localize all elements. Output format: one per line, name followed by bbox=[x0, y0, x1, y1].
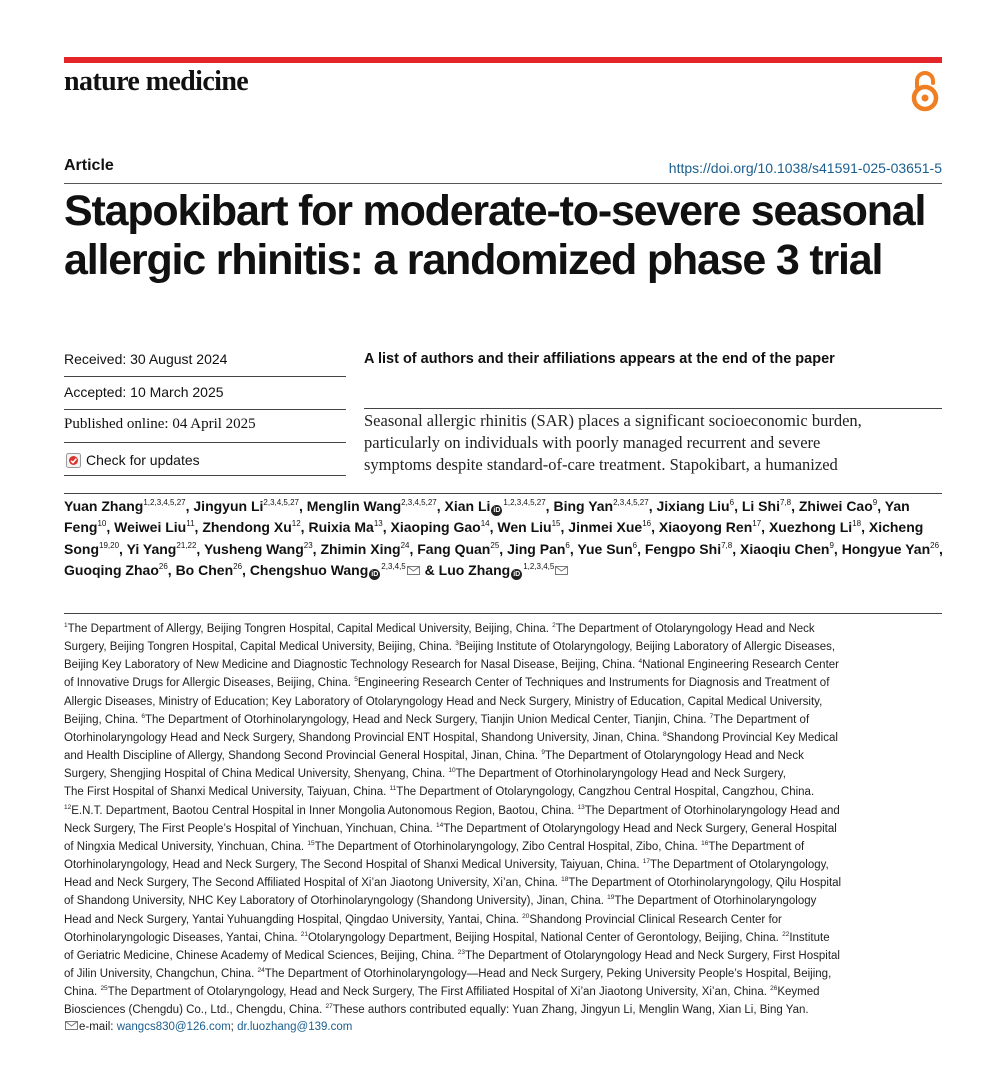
affiliation-number: 2 bbox=[552, 622, 556, 629]
affiliation-text: The Department of bbox=[713, 713, 810, 726]
affiliation-text: China. bbox=[64, 986, 101, 999]
author-affiliation-marks: 24 bbox=[400, 540, 410, 550]
orcid-icon[interactable]: iD bbox=[371, 571, 379, 579]
author-name[interactable]: Ruixia Ma bbox=[308, 519, 374, 536]
affiliation-number: 18 bbox=[561, 876, 569, 884]
author-affiliation-marks: 6 bbox=[632, 540, 638, 550]
affiliation-number: 17 bbox=[642, 858, 650, 866]
affiliation-line bbox=[64, 965, 944, 983]
abstract-divider bbox=[364, 408, 942, 409]
affiliation-text: Surgery, Beijing Tongren Hospital, Capital Medical University, Beijing, China. bbox=[64, 641, 456, 654]
email-separator: ; bbox=[230, 1021, 238, 1033]
mail-icon[interactable] bbox=[407, 566, 420, 575]
author-affiliation-marks: 21,22 bbox=[176, 540, 197, 550]
author-list: Yuan Zhang$^{1,2,3,4,5,27}$, Jingyun Li$^{2,3,4,5,27}$, Menglin Wang$^{2,3,4,5,27}$, Xian Li iD$^{1,2,3,4,5,27}$, Bing Yan$^{2,3,4,5,27}$, Jixiang Liu$^6$, Li Shi$^{7,8}$, Zhiwei Cao$^9$, Yan Feng$^{10}$, Weiwei Liu$^{11}$, Zhendong Xu$^{12}$, Ruixia Ma$^{13}$, Xiaoping Gao$^{14}$, Wen Liu$^{15}$, Jinmei Xue$^{16}$, Xiaoyong Ren$^{17}$, Xuezhong Li$^{18}$, Xicheng Song$^{19,20}$, Yi Yang$^{21,22}$, Yusheng Wang$^{23}$, Zhimin Xing$^{24}$, Fang Quan$^{25}$, Jing Pan$^6$, Yue Sun$^6$, Fengpo Shi$^{7,8}$, Xiaoqiu Chen$^9$, Hongyue Yan$^{26}$, Guoqing Zhao$^{26}$, Bo Chen$^{26}$, Chengshuo Wang iD$^{2,3,4,5}$ & Luo Zhang iD$^{1,2,3,4,5}$ bbox=[64, 498, 943, 579]
author-affiliation-marks: 12 bbox=[291, 519, 301, 529]
affiliation-number: 16 bbox=[701, 839, 709, 847]
author-affiliation-marks: 13 bbox=[373, 519, 383, 529]
affiliation-number: 11 bbox=[389, 785, 397, 793]
affiliation-line bbox=[64, 711, 944, 729]
affiliations bbox=[64, 620, 944, 1019]
affiliation-text: The Department of Otorhinolaryngology Head and bbox=[584, 804, 840, 817]
author-entry[interactable] bbox=[176, 562, 242, 578]
affiliation-line bbox=[64, 820, 944, 838]
author-entry[interactable] bbox=[114, 519, 194, 535]
affiliation-line bbox=[64, 674, 944, 692]
author-affiliation-marks: 6 bbox=[729, 498, 735, 507]
affiliation-text: Beijing Institute of Otolaryngology, Beijing Laboratory of Allergic Diseases, bbox=[458, 641, 836, 654]
author-name[interactable]: Hongyue Yan bbox=[841, 540, 931, 557]
affiliation-number: 21 bbox=[300, 930, 308, 938]
author-name[interactable]: Li Shi bbox=[741, 498, 780, 514]
affiliation-line bbox=[64, 983, 944, 1001]
authors-divider bbox=[64, 493, 942, 494]
affiliation-line bbox=[64, 765, 944, 783]
affiliation-text: The Department of Otolaryngology, Cangzhou Central Hospital, Cangzhou, China. bbox=[396, 786, 815, 799]
affiliation-text: The Department of Otolaryngology Head and Neck Surgery, First Hospital bbox=[464, 949, 840, 962]
mail-icon[interactable] bbox=[555, 566, 568, 575]
affiliation-number: 10 bbox=[448, 767, 456, 775]
author-name[interactable]: Wen Liu bbox=[497, 519, 552, 536]
affiliation-text: Otolaryngology Department, Beijing Hospital, National Center of Gerontology, Beijing, China. bbox=[307, 931, 783, 944]
author-affiliation-marks: 11 bbox=[186, 519, 195, 529]
affiliation-text: The Department of Otorhinolaryngology Head and Neck Surgery, bbox=[455, 768, 786, 781]
affiliation-text: of Ningxia Medical University, Yinchuan, China. bbox=[64, 840, 308, 853]
author-entry[interactable] bbox=[507, 541, 570, 557]
author-name[interactable]: Jinmei Xue bbox=[568, 519, 643, 536]
check-for-updates-icon[interactable] bbox=[66, 453, 81, 468]
affiliation-text: Allergic Diseases, Ministry of Education; Key Laboratory of Otolaryngology Head and Neck Surgery, Ministry of Education, Capital Medical University, bbox=[64, 695, 823, 708]
author-entry[interactable] bbox=[645, 541, 732, 557]
author-entry[interactable] bbox=[659, 519, 761, 535]
affiliation-text: Head and Neck Surgery, Yantai Yuhuangding Hospital, Qingdao University, Yantai, China. bbox=[64, 913, 523, 926]
author-entry[interactable] bbox=[64, 562, 168, 578]
affiliation-line bbox=[64, 856, 944, 874]
affiliation-line bbox=[64, 802, 944, 820]
author-affiliation-marks: 7,8 bbox=[779, 498, 792, 507]
author-affiliation-marks: 2,3,4,5 bbox=[381, 562, 406, 572]
affiliation-number: 1 bbox=[64, 622, 68, 629]
affiliation-text: The Department of Otolaryngology Head and Neck Surgery, General Hospital bbox=[443, 822, 837, 835]
affiliation-text: Otorhinolaryngology Head and Neck Surgery, Shandong Provincial ENT Hospital, Shandong University, Jinan, China. bbox=[64, 731, 663, 744]
author-name[interactable]: Xiaoyong Ren bbox=[658, 519, 753, 536]
affiliation-text: of Jilin University, Changchun, China. bbox=[64, 967, 258, 980]
author-name[interactable]: Xicheng Song bbox=[64, 519, 924, 557]
author-affiliation-marks: 1,2,3,4,5 bbox=[523, 562, 555, 572]
affiliation-number: 19 bbox=[607, 894, 615, 902]
author-name[interactable]: Bo Chen bbox=[175, 562, 234, 579]
affiliations-divider bbox=[64, 613, 942, 614]
affiliation-text: The First Hospital of Shanxi Medical University, Taiyuan, China. bbox=[64, 786, 390, 799]
affiliation-line bbox=[64, 911, 944, 929]
journal-top-bar bbox=[64, 57, 942, 63]
author-entry[interactable] bbox=[320, 541, 409, 557]
title-line: Stapokibart for moderate-to-severe seasonal bbox=[64, 187, 926, 235]
affiliation-line bbox=[64, 1001, 944, 1019]
affiliation-number: 6 bbox=[141, 712, 145, 720]
author-name[interactable]: Luo Zhang bbox=[438, 562, 511, 579]
author-entry[interactable] bbox=[445, 498, 546, 514]
email-link[interactable]: dr.luozhang@139.com bbox=[237, 1021, 353, 1033]
author-name[interactable]: Jixiang Liu bbox=[656, 498, 730, 514]
title-line: allergic rhinitis: a randomized phase 3 trial bbox=[64, 236, 883, 284]
affiliation-text: The Department of Otorhinolaryngology—Head and Neck Surgery, Peking University People’s Hospital, Beijing, bbox=[264, 967, 832, 980]
author-entry[interactable] bbox=[799, 498, 877, 514]
affiliation-number: 14 bbox=[436, 821, 444, 829]
author-name[interactable]: Chengshuo Wang bbox=[249, 562, 369, 579]
author-name[interactable]: Yue Sun bbox=[577, 540, 633, 557]
affiliation-line bbox=[64, 838, 944, 856]
affiliation-text: The Department of Allergy, Beijing Tongren Hospital, Capital Medical University, Beijing, China. bbox=[67, 623, 553, 635]
affiliation-number: 22 bbox=[782, 930, 790, 938]
affiliation-text: These authors contributed equally: Yuan Zhang, Jingyun Li, Menglin Wang, Xian Li, Bing Yan. bbox=[332, 1004, 809, 1017]
author-name[interactable]: Jing Pan bbox=[507, 540, 566, 557]
meta-divider bbox=[64, 442, 346, 443]
affiliation-text: of Shandong University, NHC Key Laboratory of Otorhinolaryngology (Shandong University), Jinan, China. bbox=[64, 895, 608, 908]
affiliation-line bbox=[64, 892, 944, 910]
meta-divider bbox=[64, 376, 346, 377]
affiliation-number: 27 bbox=[325, 1003, 333, 1011]
author-affiliation-marks: 26 bbox=[158, 562, 168, 572]
affiliation-text: of Geriatric Medicine, Chinese Academy of Medical Sciences, Beijing, China. bbox=[64, 949, 458, 962]
affiliation-number: 26 bbox=[770, 985, 778, 993]
author-entry[interactable] bbox=[127, 541, 197, 557]
author-entry[interactable] bbox=[497, 519, 560, 535]
article-type: Article bbox=[64, 157, 114, 174]
author-name[interactable]: Guoqing Zhao bbox=[64, 562, 159, 579]
author-entry[interactable] bbox=[568, 519, 651, 535]
affiliation-text: The Department of Otorhinolaryngology, Head and Neck Surgery, Tianjin Union Medical Center, Tianjin, China. bbox=[144, 713, 710, 726]
published-date: Published online: 04 April 2025 bbox=[64, 416, 256, 432]
affiliation-text: Keymed bbox=[777, 986, 820, 999]
affiliation-number: 23 bbox=[457, 948, 465, 956]
author-entry[interactable] bbox=[202, 519, 300, 535]
affiliation-text: Institute bbox=[789, 931, 830, 944]
author-name[interactable]: Xuezhong Li bbox=[768, 519, 853, 536]
accepted-date: Accepted: 10 March 2025 bbox=[64, 384, 224, 400]
author-affiliation-marks: 23 bbox=[303, 540, 313, 550]
author-affiliation-marks: 25 bbox=[490, 540, 500, 550]
affiliation-text: Head and Neck Surgery, The Second Affiliated Hospital of Xi’an Jiaotong University, Xi’an, China. bbox=[64, 877, 562, 890]
affiliation-number: 25 bbox=[100, 985, 108, 993]
author-entry[interactable] bbox=[740, 541, 834, 557]
affiliation-line bbox=[64, 656, 944, 674]
author-entry[interactable] bbox=[742, 498, 791, 514]
journal-logo[interactable]: nature medicine bbox=[64, 66, 249, 97]
affiliation-text: The Department of Otolaryngology, bbox=[649, 859, 829, 872]
affiliation-line bbox=[64, 874, 944, 892]
open-access-icon bbox=[908, 70, 942, 112]
affiliation-line bbox=[64, 783, 944, 801]
author-affiliation-marks: 10 bbox=[97, 519, 107, 529]
affiliation-text: Otorhinolaryngologic Diseases, Yantai, China. bbox=[64, 931, 301, 944]
orcid-icon[interactable]: iD bbox=[513, 571, 521, 579]
author-name[interactable]: Yuan Zhang bbox=[64, 498, 144, 514]
author-affiliation-marks: 15 bbox=[551, 519, 561, 529]
author-name[interactable]: Xiaoping Gao bbox=[390, 519, 481, 536]
correspondence bbox=[64, 1021, 352, 1033]
affiliation-number: 3 bbox=[455, 640, 459, 648]
affiliation-text: The Department of Otolaryngology, Head and Neck Surgery, The First Affiliated Hospital of Xi’an Jiaotong University, Xi’an, China. bbox=[107, 986, 771, 999]
author-entry[interactable] bbox=[769, 519, 861, 535]
author-entry[interactable] bbox=[391, 519, 490, 535]
check-for-updates-link[interactable]: Check for updates bbox=[86, 452, 200, 468]
author-name[interactable]: Xian Li bbox=[444, 498, 491, 514]
affiliation-number: 4 bbox=[638, 658, 643, 666]
affiliation-number: 5 bbox=[354, 676, 358, 684]
author-name[interactable]: Zhimin Xing bbox=[320, 540, 401, 557]
abstract-line: particularly on individuals with poorly managed recurrent and severe bbox=[364, 433, 821, 452]
email-label: e-mail: bbox=[79, 1021, 117, 1033]
author-affiliation-marks: 17 bbox=[752, 519, 762, 529]
affiliation-number: 15 bbox=[307, 839, 315, 847]
author-affiliation-marks: 14 bbox=[480, 519, 490, 529]
email-link[interactable]: wangcs830@126.com bbox=[116, 1021, 231, 1033]
affiliation-line bbox=[64, 729, 944, 747]
affiliation-number: 7 bbox=[709, 712, 714, 720]
received-date: Received: 30 August 2024 bbox=[64, 351, 228, 367]
affiliation-text: The Department of Otolaryngology Head and Neck bbox=[555, 623, 815, 635]
author-affiliation-marks: 26 bbox=[930, 540, 940, 550]
article-title bbox=[64, 187, 954, 285]
affiliation-text: Beijing Key Laboratory of New Medicine and Diagnostic Technology Research for Nasal Disease, Beijing, China. bbox=[64, 659, 639, 672]
author-affiliation-marks: 9 bbox=[829, 540, 834, 550]
abstract bbox=[364, 410, 954, 476]
author-entry[interactable] bbox=[553, 498, 648, 514]
author-entry[interactable] bbox=[250, 562, 421, 578]
affiliation-text: Otorhinolaryngology, Head and Neck Surgery, The Second Hospital of Shanxi Medical University, Taiyuan, China. bbox=[64, 859, 643, 872]
author-entry[interactable] bbox=[417, 541, 499, 557]
author-name[interactable]: Bing Yan bbox=[553, 498, 614, 514]
affiliation-line bbox=[64, 929, 944, 947]
title-divider bbox=[64, 183, 942, 184]
author-entry[interactable] bbox=[656, 498, 734, 514]
author-entry[interactable] bbox=[204, 541, 313, 557]
affiliation-text: Shandong Provincial Clinical Research Center for bbox=[529, 913, 782, 926]
affiliation-text: and Health Discipline of Allergy, Shandong Second Provincial General Hospital, Jinan, China. bbox=[64, 750, 542, 763]
affiliation-text: The Department of Otorhinolaryngology, Qilu Hospital bbox=[568, 877, 842, 890]
author-affiliation-marks: 2,3,4,5,27 bbox=[401, 498, 437, 507]
affiliation-text: Neck Surgery, The First People’s Hospital of Yinchuan, Yinchuan, China. bbox=[64, 822, 437, 835]
affiliation-number: 24 bbox=[257, 966, 265, 974]
orcid-icon[interactable]: iD bbox=[493, 507, 501, 514]
authors-note: A list of authors and their affiliations appears at the end of the paper bbox=[364, 351, 835, 367]
abstract-line: Seasonal allergic rhinitis (SAR) places a significant socioeconomic burden, bbox=[364, 411, 862, 430]
author-affiliation-marks: 2,3,4,5,27 bbox=[613, 498, 649, 507]
affiliation-text: Surgery, Shengjing Hospital of China Medical University, Shenyang, China. bbox=[64, 768, 449, 781]
affiliation-text: The Department of Otorhinolaryngology, Zibo Central Hospital, Zibo, China. bbox=[314, 840, 702, 853]
author-entry[interactable] bbox=[577, 541, 637, 557]
abstract-line: symptoms despite standard-of-care treatment. Stapokibart, a humanized bbox=[364, 455, 838, 474]
affiliation-text: of Innovative Drugs for Allergic Diseases, Beijing, China. bbox=[64, 677, 355, 690]
author-entry[interactable] bbox=[308, 519, 382, 535]
affiliation-line bbox=[64, 638, 944, 656]
author-name[interactable]: Zhiwei Cao bbox=[798, 498, 873, 514]
author-entry[interactable] bbox=[64, 498, 186, 514]
author-affiliation-marks: 16 bbox=[642, 519, 652, 529]
author-name[interactable]: Weiwei Liu bbox=[114, 519, 187, 536]
author-affiliation-marks: 1,2,3,4,5,27 bbox=[503, 498, 546, 507]
author-name[interactable]: Jingyun Li bbox=[193, 498, 264, 514]
doi-link[interactable]: https://doi.org/10.1038/s41591-025-03651-5 bbox=[668, 160, 942, 176]
mail-icon bbox=[65, 1021, 78, 1030]
affiliation-text: The Department of Otolaryngology Head and Neck bbox=[544, 750, 804, 763]
affiliation-number: 9 bbox=[541, 749, 545, 757]
author-entry[interactable] bbox=[439, 562, 570, 578]
author-affiliation-marks: 6 bbox=[565, 540, 570, 550]
author-affiliation-marks: 1,2,3,4,5,27 bbox=[143, 498, 186, 507]
author-name[interactable]: Fengpo Shi bbox=[644, 540, 722, 557]
meta-divider bbox=[64, 475, 346, 476]
author-name[interactable]: Xiaoqiu Chen bbox=[740, 540, 830, 557]
author-affiliation-marks: 26 bbox=[233, 562, 243, 572]
author-affiliation-marks: 18 bbox=[852, 519, 862, 529]
meta-divider bbox=[64, 409, 346, 410]
author-name[interactable]: Zhendong Xu bbox=[202, 519, 292, 536]
affiliation-text: Biosciences (Chengdu) Co., Ltd., Chengdu, China. bbox=[64, 1004, 326, 1017]
affiliation-line bbox=[64, 747, 944, 765]
author-name[interactable]: Menglin Wang bbox=[306, 498, 402, 514]
affiliation-number: 13 bbox=[577, 803, 585, 811]
affiliation-text: E.N.T. Department, Baotou Central Hospital in Inner Mongolia Autonomous Region, Baotou, China. bbox=[71, 804, 578, 817]
author-affiliation-marks: 2,3,4,5,27 bbox=[263, 498, 299, 507]
affiliation-line bbox=[64, 620, 944, 638]
author-name[interactable]: Fang Quan bbox=[417, 540, 491, 557]
author-name[interactable]: Yi Yang bbox=[126, 540, 177, 557]
author-name[interactable]: Yusheng Wang bbox=[203, 540, 304, 557]
author-entry[interactable] bbox=[842, 541, 939, 557]
author-name[interactable]: Yan Feng bbox=[64, 498, 910, 536]
affiliation-text: National Engineering Research Center bbox=[642, 659, 839, 672]
author-affiliation-marks: 7,8 bbox=[721, 540, 733, 550]
affiliation-line bbox=[64, 947, 944, 965]
affiliation-number: 8 bbox=[662, 730, 667, 738]
affiliation-number: 20 bbox=[522, 912, 530, 920]
affiliation-text: Engineering Research Center of Techniques and Instruments for Diagnosis and Treatment of bbox=[357, 677, 830, 690]
author-affiliation-marks: 19,20 bbox=[99, 540, 120, 550]
author-entry[interactable] bbox=[307, 498, 437, 514]
affiliation-text: The Department of bbox=[708, 840, 805, 853]
affiliation-text: Shandong Provincial Key Medical bbox=[666, 731, 838, 744]
affiliation-line bbox=[64, 693, 944, 711]
author-affiliation-marks: 9 bbox=[872, 498, 878, 507]
author-entry[interactable] bbox=[193, 498, 299, 514]
affiliation-text: The Department of Otorhinolaryngology bbox=[614, 895, 817, 908]
affiliation-text: Beijing, China. bbox=[64, 713, 142, 726]
affiliation-number: 12 bbox=[64, 803, 72, 811]
